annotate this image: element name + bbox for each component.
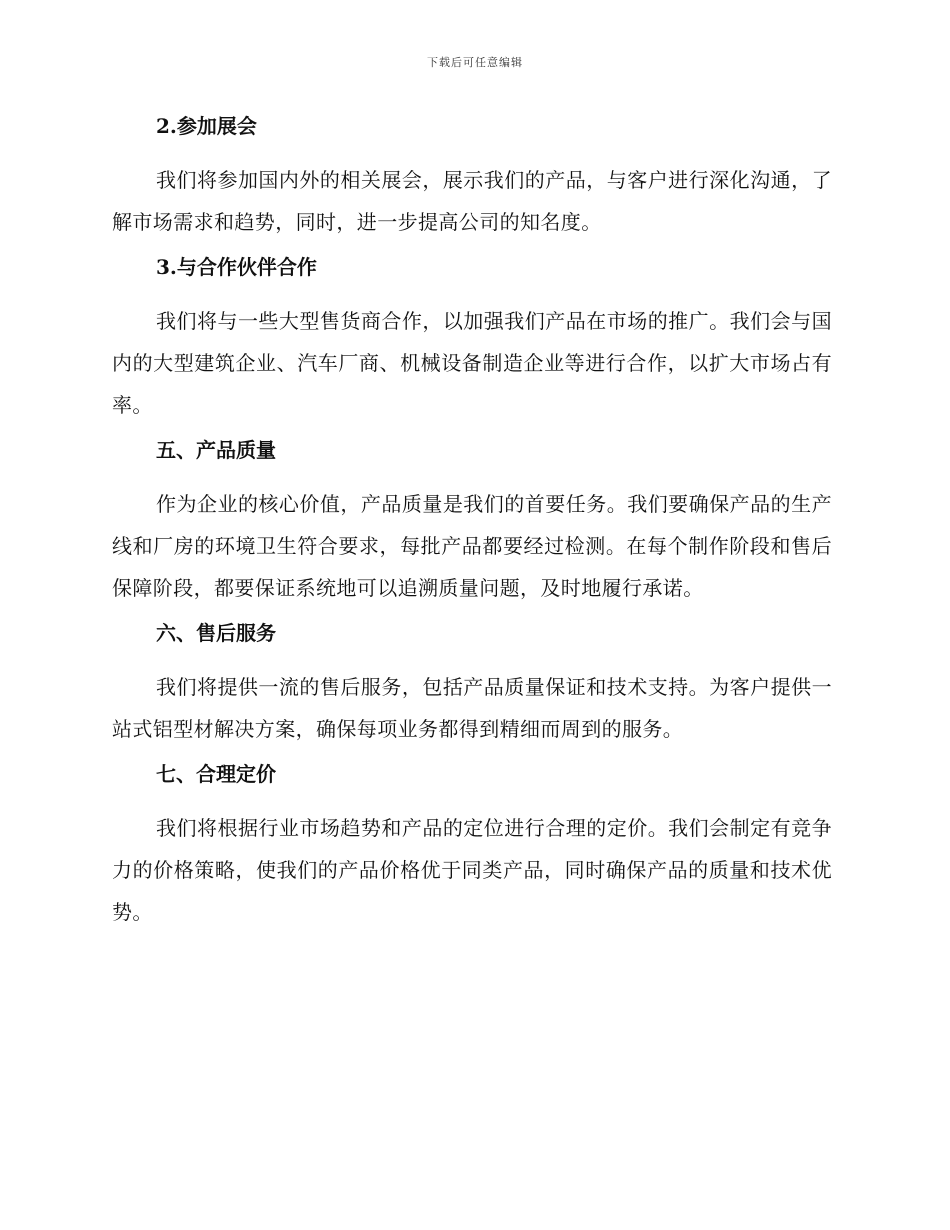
page-header: 下载后可任意编辑 xyxy=(427,56,523,69)
section-heading-exhibition: 2.参加展会 xyxy=(156,114,257,138)
section-paragraph-pricing: 我们将根据行业市场趋势和产品的定位进行合理的定价。我们会制定有竞争力的价格策略，使我们的产品价格优于同类产品，同时确保产品的质量和技术优势。 xyxy=(112,816,832,924)
section-heading-quality: 五、产品质量 xyxy=(156,438,276,462)
section-paragraph-after-sales: 我们将提供一流的售后服务，包括产品质量保证和技术支持。为客户提供一站式铝型材解决方案，确保每项业务都得到精细而周到的服务。 xyxy=(112,675,832,741)
document-body xyxy=(112,110,832,941)
section-heading-after-sales: 六、售后服务 xyxy=(156,621,276,645)
section-paragraph-quality: 作为企业的核心价值，产品质量是我们的首要任务。我们要确保产品的生产线和厂房的环境卫生符合要求，每批产品都要经过检测。在每个制作阶段和售后保障阶段，都要保证系统地可以追溯质量问题，及时地履行承诺。 xyxy=(112,492,832,600)
section-heading-partners: 3.与合作伙伴合作 xyxy=(156,255,317,279)
section-heading-pricing: 七、合理定价 xyxy=(156,762,276,786)
section-paragraph-exhibition: 我们将参加国内外的相关展会，展示我们的产品，与客户进行深化沟通，了解市场需求和趋势，同时，进一步提高公司的知名度。 xyxy=(112,168,832,234)
section-paragraph-partners: 我们将与一些大型售货商合作，以加强我们产品在市场的推广。我们会与国内的大型建筑企业、汽车厂商、机械设备制造企业等进行合作，以扩大市场占有率。 xyxy=(112,309,832,417)
